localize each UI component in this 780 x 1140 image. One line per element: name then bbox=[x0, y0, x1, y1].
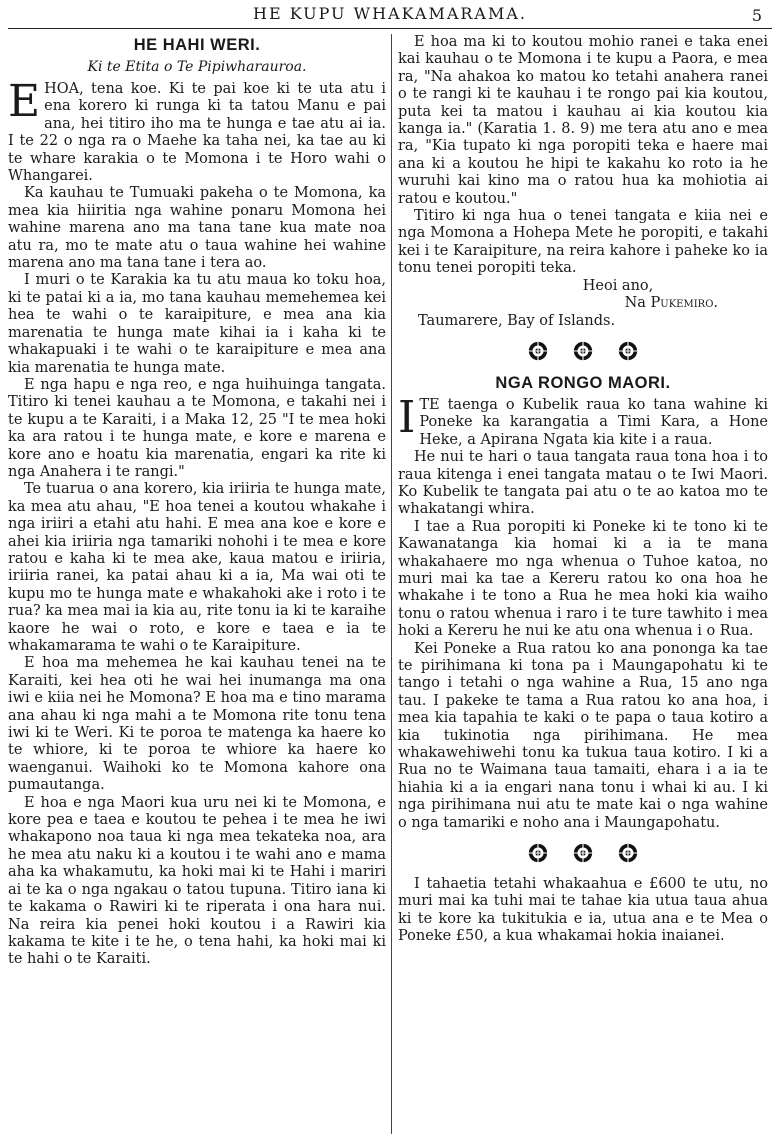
article-subtitle: Ki te Etita o Te Pipiwharauroa. bbox=[87, 59, 307, 75]
article-title: HE HAHI WERI. bbox=[133, 36, 261, 54]
signer bbox=[398, 295, 768, 312]
drop-cap: E bbox=[8, 76, 41, 127]
signer-name: Pukemiro. bbox=[650, 295, 718, 312]
ornament-row bbox=[398, 842, 768, 866]
signoff: Heoi ano, bbox=[582, 277, 654, 294]
signer-place: Taumarere, Bay of Islands. bbox=[418, 312, 616, 329]
page-number: 5 bbox=[751, 6, 762, 25]
paragraph: I tahaetia tetahi whakaahua e £600 te utu, no muri mai ka tuhi mai te tahae kia utua taua ahua ki te kore ka tukitukia e ia, utua ana e te Mea o Poneke £50, a kua whakamai hokia inaianei. bbox=[398, 876, 768, 945]
paragraph-text: HOA, tena koe. Ki te pai koe ki te uta atu i ena korero ki runga ki ta tatou Manu e pai ana, hei titiro iho ma te hunga e tae atu ai ia. I te 22 o nga ra o Maehe ka taha nei, ka tae au ki te whare karakia o te Momona i te Horo wahi o Whangarei. bbox=[8, 81, 386, 185]
ornament-icon bbox=[617, 842, 639, 864]
page-header bbox=[0, 4, 780, 28]
paragraph: Kei Poneke a Rua ratou ko ana pononga ka tae te pirihimana ki tona pa i Maungapohatu ki te tango i tetahi o nga wahine a Rua, 15 ano nga tau. I pakeke te tama a Rua ratou ko ana hoa, i mea kia tapahia te kaki o te papa o taua kotiro a kia tukinotia nga pirihimana. He mea whakawehiwehi tonu ka tukua taua kotiro. I ki a Rua no te Waimana taua tamaiti, ehara i a ia te hiahia ki a ia engari nana tonu i whai ki au. I ki nga pirihimana nui atu te mate kai o nga wahine o nga tamariki e noho ana i Maungapohatu. bbox=[398, 640, 768, 831]
paragraph: E hoa ma ki to koutou mohio ranei e taka enei kai kauhau o te Momona i te kupu a Paora, e mea ra, "Na ahakoa ko matou ko tetahi anahera ranei o te rangi ki te kauhau i te rongo pai kia koutou, puta kei ta matou i kauhau ai kia koutou kia kanga ia." (Karatia 1. 8. 9) me tera atu ano e mea ra, "Kia tupato ki nga poropiti teka e haere mai ana ki a koutou he hipi te kakahu ko roto ia he wuruhi kai kino ma o ratou hua ka mohiotia ai ratou e koutou." bbox=[398, 34, 768, 207]
ornament-icon bbox=[572, 340, 594, 362]
ornament-icon bbox=[527, 842, 549, 864]
paragraph: E hoa e nga Maori kua uru nei ki te Momona, e kore pea e taea e koutou te pehea i te mea he iwi whakapono noa taua ki nga mea tekateka noa, ara he mea atu naku ki a koutou i te wahi ano e mama aha ka whakamutu, ka hoki mai ki te Hahi i mariri ai te ka o nga ngakau o tatou tupuna. Titiro iana ki te kakama o Rawiri ki te riperata i ona hara nui. Na reira kia penei hoki koutou i a Rawiri kia kakama te kite i te he, o tena hahi, ka hoki mai ki te hahi o te Karaiti. bbox=[8, 794, 386, 968]
right-column bbox=[398, 34, 768, 946]
column-divider bbox=[391, 34, 392, 1134]
paragraph bbox=[398, 391, 768, 449]
paragraph: Te tuarua o ana korero, kia iriiria te hunga mate, ka mea atu ahau, "E hoa tenei a koutou whakahe i nga iriiri a etahi atu hahi. E mea ana koe e kore e ahei kia iriiria nga tamariki nohohi i te mea e kore ratou e kaha ki te mea ake, kaua matou e iriiria, iriiria ranei, ka patai ahau ki a ia, Ma wai oti te kupu mo te hunga mate e whakahoki ake i roto i te rua? ka mea mai ia kia au, rite tonu ia ki te karaihe kaore he wai o roto, e kore e taea e ia te whakamarama te wahi o te Karaipiture. bbox=[8, 481, 386, 654]
paragraph: He nui te hari o taua tangata raua tona hoa i to raua kitenga i enei tangata matau o te Iwi Maori. Ko Kubelik te tangata pai atu o te ao katoa mo te whakatangi whira. bbox=[398, 449, 768, 518]
paragraph bbox=[8, 76, 386, 185]
paragraph: I tae a Rua poropiti ki Poneke ki te tono ki te Kawanatanga kia homai ki a ia te mana whakahaere mo nga whenua o Tuhoe katoa, no muri mai ka tae a Kereru ratou ko ona hoa he whakahe i te tono a Rua he mea hoki kia waiho tonu o ratou whenua i raro i te ture tawhito i mea hoki a Kereru he nui ke atu ona whenua i o Rua. bbox=[398, 518, 768, 640]
ornament-icon bbox=[617, 340, 639, 362]
paragraph: E nga hapu e nga reo, e nga huihuinga tangata. Titiro ki tenei kauhau a te Momona, e takahi nei i te kupu a te Karaiti, i a Maka 12, 25 "I te mea hoki ka ara ratou i te hunga mate, e kore e marena e kore ano e hoatu kia marenatia, engari ka rite ki nga Anahera i te rangi." bbox=[8, 376, 386, 480]
ornament-icon bbox=[572, 842, 594, 864]
left-column bbox=[8, 34, 386, 969]
drop-cap: I bbox=[398, 391, 416, 443]
ornament-icon bbox=[527, 340, 549, 362]
running-title: HE KUPU WHAKAMARAMA. bbox=[252, 4, 527, 23]
header-rule bbox=[8, 28, 772, 29]
paragraph: Titiro ki nga hua o tenei tangata e kiia nei e nga Momona a Hohepa Mete he poropiti, e takahi kei i te Karaipiture, na reira kahore i paheke ko ia tonu tenei poropiti teka. bbox=[398, 208, 768, 277]
ornament-row bbox=[398, 340, 768, 364]
paragraph-text: TE taenga o Kubelik raua ko tana wahine ki Poneke ka karangatia a Timi Kara, a Hone Heke, a Apirana Ngata kia kite i a raua. bbox=[419, 396, 768, 448]
paragraph: Ka kauhau te Tumuaki pakeha o te Momona, ka mea kia hiiritia nga wahine ponaru Momona hei wahine marena ano ma tana tane kua mate noa atu ra, mo te mate atu o taua wahine hei wahine marena ano ma tana tane i tera ao. bbox=[8, 185, 386, 272]
paragraph: E hoa ma mehemea he kai kauhau tenei na te Karaiti, kei hea oti he wai hei inumanga ma ona iwi e kiia nei he Momona? E hoa ma e tino marama ana ahau ki nga mahi a te Momona rite tonu tena iwi ki te Weri. Ki te poroa te matenga ka haere ko te whiore, ki te poroa te whiore ka haere ko waenganui. Waihoki ko te Momona kahore ona pumautanga. bbox=[8, 655, 386, 794]
signer-prefix: Na bbox=[624, 295, 646, 312]
article-title: NGA RONGO MAORI. bbox=[495, 373, 671, 392]
paragraph: I muri o te Karakia ka tu atu maua ko toku hoa, ki te patai ki a ia, mo tana kauhau memehemea kei hea te wahi o te karaipiture, e mea ana kia marenatia te hunga mate kihai ia i kaha ki te whakapuaki i te wahi o te karaipiture e mea ana kia marenatia te hunga mate. bbox=[8, 272, 386, 376]
